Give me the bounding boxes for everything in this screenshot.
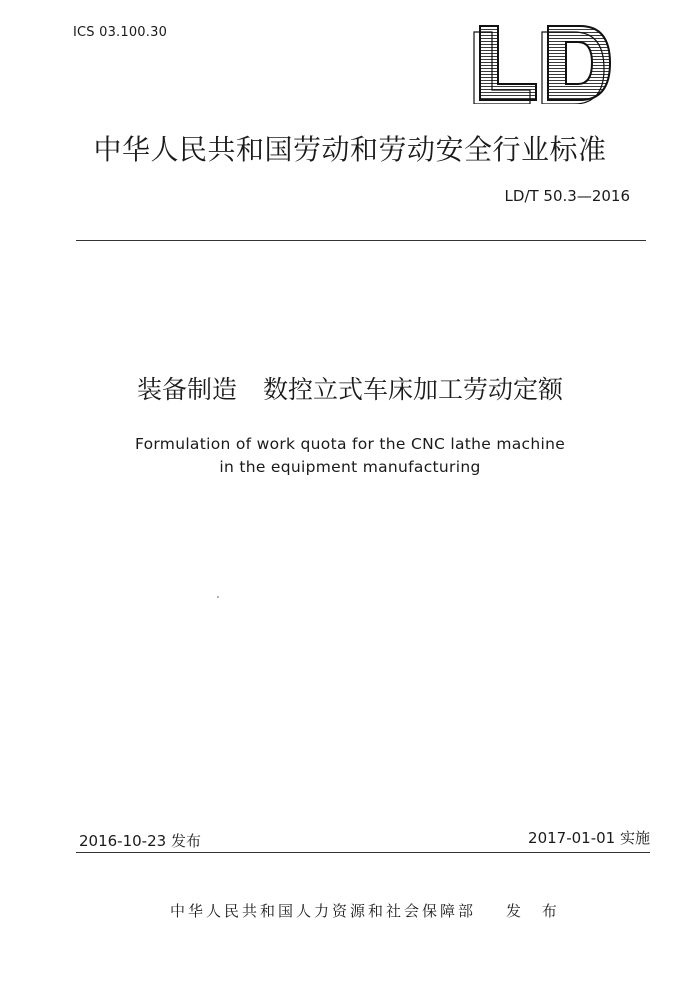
document-title-cn-part2: 数控立式车床加工劳动定额 (263, 375, 564, 404)
ics-code: ICS 03.100.30 (73, 25, 168, 40)
document-title-en (0, 433, 700, 479)
document-title-en-line2: in the equipment manufacturing (219, 458, 481, 476)
publish-action: 发 布 (506, 902, 565, 920)
document-title-cn-part1: 装备制造 (136, 375, 237, 404)
document-title-cn (0, 370, 700, 406)
publisher-line (170, 900, 565, 921)
publisher-name: 中华人民共和国人力资源和社会保障部 (170, 902, 477, 920)
standard-category-title: 中华人民共和国劳动和劳动安全行业标准 (93, 133, 607, 166)
ld-logo (468, 22, 618, 104)
document-title-en-line1: Formulation of work quota for the CNC lathe machine (134, 435, 566, 453)
header-divider (76, 240, 646, 241)
issue-date: 2016-10-23 发布 (79, 832, 201, 850)
implementation-date: 2017-01-01 实施 (528, 829, 650, 847)
footer-divider (76, 852, 650, 853)
standard-number: LD/T 50.3—2016 (504, 187, 630, 205)
scan-speck (217, 596, 219, 598)
